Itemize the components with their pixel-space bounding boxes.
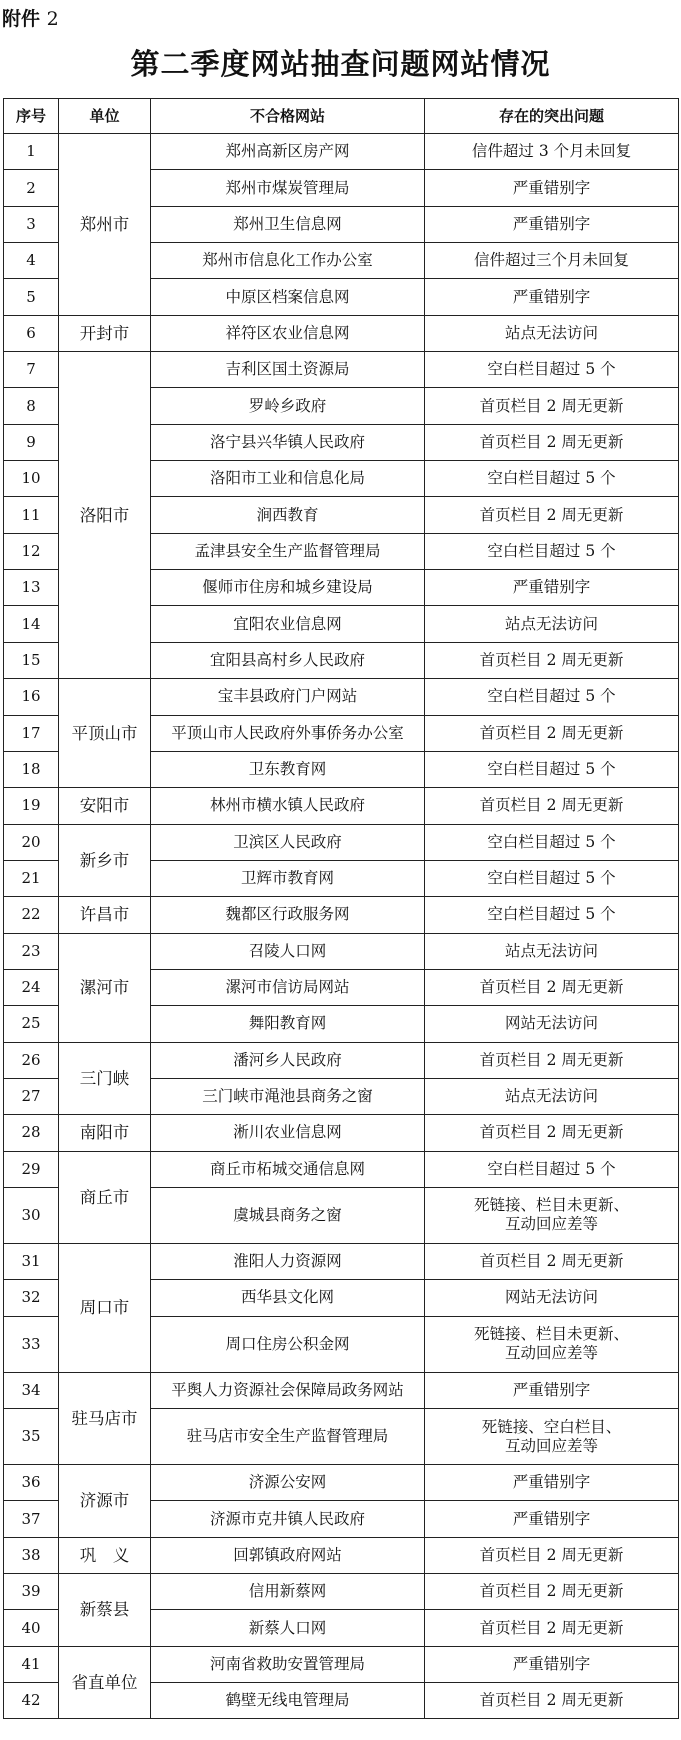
row-seq: 14 — [4, 606, 59, 642]
row-problem: 严重错别字 — [425, 170, 679, 206]
row-site: 孟津县安全生产监督管理局 — [151, 533, 425, 569]
row-problem: 严重错别字 — [425, 1501, 679, 1537]
row-site: 洛阳市工业和信息化局 — [151, 461, 425, 497]
row-problem: 空白栏目超过 5 个 — [425, 824, 679, 860]
row-site: 潘河乡人民政府 — [151, 1042, 425, 1078]
row-problem: 首页栏目 2 周无更新 — [425, 1243, 679, 1279]
row-site: 西华县文化网 — [151, 1280, 425, 1316]
row-seq: 39 — [4, 1574, 59, 1610]
row-problem: 空白栏目超过 5 个 — [425, 1151, 679, 1187]
row-seq: 12 — [4, 533, 59, 569]
table-header-row — [4, 99, 679, 134]
row-site: 魏都区行政服务网 — [151, 897, 425, 933]
row-problem: 首页栏目 2 周无更新 — [425, 1115, 679, 1151]
row-seq: 38 — [4, 1537, 59, 1573]
row-unit: 新乡市 — [59, 824, 151, 897]
row-problem: 死链接、栏目未更新、 互动回应差等 — [425, 1316, 679, 1372]
row-unit: 开封市 — [59, 315, 151, 351]
row-site: 郑州市煤炭管理局 — [151, 170, 425, 206]
row-seq: 8 — [4, 388, 59, 424]
row-unit: 三门峡 — [59, 1042, 151, 1115]
row-site: 驻马店市安全生产监督管理局 — [151, 1409, 425, 1465]
row-problem: 空白栏目超过 5 个 — [425, 860, 679, 896]
row-site: 涧西教育 — [151, 497, 425, 533]
annex-label — [2, 4, 59, 31]
row-site: 三门峡市渑池县商务之窗 — [151, 1078, 425, 1114]
row-seq: 32 — [4, 1280, 59, 1316]
row-site: 中原区档案信息网 — [151, 279, 425, 315]
row-seq: 37 — [4, 1501, 59, 1537]
table-body — [4, 134, 679, 1719]
row-seq: 41 — [4, 1646, 59, 1682]
row-problem: 空白栏目超过 5 个 — [425, 897, 679, 933]
row-seq: 30 — [4, 1187, 59, 1243]
row-problem: 首页栏目 2 周无更新 — [425, 388, 679, 424]
row-site: 卫东教育网 — [151, 751, 425, 787]
row-seq: 22 — [4, 897, 59, 933]
row-seq: 2 — [4, 170, 59, 206]
row-seq: 28 — [4, 1115, 59, 1151]
row-site: 济源市克井镇人民政府 — [151, 1501, 425, 1537]
row-seq: 24 — [4, 969, 59, 1005]
row-problem: 站点无法访问 — [425, 315, 679, 351]
row-site: 回郭镇政府网站 — [151, 1537, 425, 1573]
row-site: 新蔡人口网 — [151, 1610, 425, 1646]
row-problem: 首页栏目 2 周无更新 — [425, 1574, 679, 1610]
row-site: 宜阳县高村乡人民政府 — [151, 642, 425, 678]
row-site: 洛宁县兴华镇人民政府 — [151, 424, 425, 460]
row-unit: 商丘市 — [59, 1151, 151, 1243]
row-problem: 站点无法访问 — [425, 1078, 679, 1114]
table-row — [4, 933, 679, 969]
row-seq: 20 — [4, 824, 59, 860]
row-problem: 死链接、栏目未更新、 互动回应差等 — [425, 1187, 679, 1243]
row-problem: 首页栏目 2 周无更新 — [425, 1042, 679, 1078]
annex-text: 附件 — [2, 8, 41, 30]
row-seq: 15 — [4, 642, 59, 678]
row-seq: 21 — [4, 860, 59, 896]
table-row — [4, 1574, 679, 1610]
row-problem: 空白栏目超过 5 个 — [425, 533, 679, 569]
table-row — [4, 134, 679, 170]
row-site: 漯河市信访局网站 — [151, 969, 425, 1005]
row-unit: 平顶山市 — [59, 679, 151, 788]
table-row — [4, 1537, 679, 1573]
row-problem: 空白栏目超过 5 个 — [425, 679, 679, 715]
row-seq: 42 — [4, 1683, 59, 1719]
row-site: 召陵人口网 — [151, 933, 425, 969]
row-unit: 郑州市 — [59, 134, 151, 316]
row-seq: 40 — [4, 1610, 59, 1646]
table-row — [4, 1115, 679, 1151]
table-row — [4, 1465, 679, 1501]
row-problem: 死链接、空白栏目、 互动回应差等 — [425, 1409, 679, 1465]
row-unit: 漯河市 — [59, 933, 151, 1042]
row-seq: 31 — [4, 1243, 59, 1279]
header-seq: 序号 — [4, 99, 59, 134]
row-unit: 巩 义 — [59, 1537, 151, 1573]
row-site: 宝丰县政府门户网站 — [151, 679, 425, 715]
row-seq: 29 — [4, 1151, 59, 1187]
row-problem: 空白栏目超过 5 个 — [425, 352, 679, 388]
row-unit: 南阳市 — [59, 1115, 151, 1151]
row-site: 商丘市柘城交通信息网 — [151, 1151, 425, 1187]
row-seq: 25 — [4, 1006, 59, 1042]
document-title: 第二季度网站抽查问题网站情况 — [130, 47, 551, 81]
row-problem: 首页栏目 2 周无更新 — [425, 715, 679, 751]
row-problem: 首页栏目 2 周无更新 — [425, 497, 679, 533]
row-site: 郑州卫生信息网 — [151, 206, 425, 242]
row-problem: 首页栏目 2 周无更新 — [425, 642, 679, 678]
row-problem: 首页栏目 2 周无更新 — [425, 969, 679, 1005]
row-problem: 严重错别字 — [425, 279, 679, 315]
row-problem: 严重错别字 — [425, 1646, 679, 1682]
row-seq: 36 — [4, 1465, 59, 1501]
row-site: 淮阳人力资源网 — [151, 1243, 425, 1279]
table-row — [4, 1151, 679, 1187]
row-unit: 驻马店市 — [59, 1372, 151, 1464]
row-site: 偃师市住房和城乡建设局 — [151, 570, 425, 606]
row-problem: 空白栏目超过 5 个 — [425, 461, 679, 497]
row-unit: 许昌市 — [59, 897, 151, 933]
row-site: 舞阳教育网 — [151, 1006, 425, 1042]
row-site: 罗岭乡政府 — [151, 388, 425, 424]
table-row — [4, 1042, 679, 1078]
annex-number: 2 — [46, 8, 59, 30]
row-unit: 洛阳市 — [59, 352, 151, 679]
row-problem: 首页栏目 2 周无更新 — [425, 424, 679, 460]
row-site: 卫滨区人民政府 — [151, 824, 425, 860]
row-seq: 27 — [4, 1078, 59, 1114]
row-seq: 16 — [4, 679, 59, 715]
row-site: 林州市横水镇人民政府 — [151, 788, 425, 824]
row-site: 周口住房公积金网 — [151, 1316, 425, 1372]
row-seq: 9 — [4, 424, 59, 460]
row-site: 虞城县商务之窗 — [151, 1187, 425, 1243]
row-site: 济源公安网 — [151, 1465, 425, 1501]
row-seq: 10 — [4, 461, 59, 497]
row-seq: 23 — [4, 933, 59, 969]
row-seq: 33 — [4, 1316, 59, 1372]
row-site: 宜阳农业信息网 — [151, 606, 425, 642]
row-site: 河南省救助安置管理局 — [151, 1646, 425, 1682]
row-site: 卫辉市教育网 — [151, 860, 425, 896]
row-site: 平顶山市人民政府外事侨务办公室 — [151, 715, 425, 751]
row-seq: 17 — [4, 715, 59, 751]
table-row — [4, 679, 679, 715]
row-seq: 18 — [4, 751, 59, 787]
row-site: 郑州高新区房产网 — [151, 134, 425, 170]
row-site: 吉利区国土资源局 — [151, 352, 425, 388]
row-seq: 3 — [4, 206, 59, 242]
problem-sites-table — [3, 98, 679, 1719]
row-seq: 35 — [4, 1409, 59, 1465]
row-seq: 19 — [4, 788, 59, 824]
row-seq: 5 — [4, 279, 59, 315]
table-row — [4, 824, 679, 860]
table-row — [4, 1243, 679, 1279]
row-problem: 严重错别字 — [425, 1465, 679, 1501]
row-seq: 7 — [4, 352, 59, 388]
row-site: 信用新蔡网 — [151, 1574, 425, 1610]
row-problem: 网站无法访问 — [425, 1006, 679, 1042]
table-row — [4, 315, 679, 351]
row-unit: 周口市 — [59, 1243, 151, 1372]
row-problem: 信件超过 3 个月未回复 — [425, 134, 679, 170]
row-site: 鹤壁无线电管理局 — [151, 1683, 425, 1719]
row-problem: 站点无法访问 — [425, 606, 679, 642]
row-site: 祥符区农业信息网 — [151, 315, 425, 351]
row-seq: 34 — [4, 1372, 59, 1408]
row-problem: 首页栏目 2 周无更新 — [425, 788, 679, 824]
row-seq: 1 — [4, 134, 59, 170]
header-site: 不合格网站 — [151, 99, 425, 134]
row-site: 平舆人力资源社会保障局政务网站 — [151, 1372, 425, 1408]
row-problem: 严重错别字 — [425, 206, 679, 242]
table-row — [4, 897, 679, 933]
row-unit: 济源市 — [59, 1465, 151, 1538]
table-row — [4, 1646, 679, 1682]
row-seq: 6 — [4, 315, 59, 351]
header-unit: 单位 — [59, 99, 151, 134]
row-unit: 新蔡县 — [59, 1574, 151, 1647]
row-problem: 站点无法访问 — [425, 933, 679, 969]
row-problem: 网站无法访问 — [425, 1280, 679, 1316]
row-seq: 26 — [4, 1042, 59, 1078]
row-problem: 首页栏目 2 周无更新 — [425, 1683, 679, 1719]
row-problem: 严重错别字 — [425, 570, 679, 606]
table-row — [4, 788, 679, 824]
row-problem: 严重错别字 — [425, 1372, 679, 1408]
row-problem: 首页栏目 2 周无更新 — [425, 1610, 679, 1646]
row-unit: 安阳市 — [59, 788, 151, 824]
header-problem: 存在的突出问题 — [425, 99, 679, 134]
row-problem: 信件超过三个月未回复 — [425, 243, 679, 279]
table-row — [4, 352, 679, 388]
row-problem: 空白栏目超过 5 个 — [425, 751, 679, 787]
row-unit: 省直单位 — [59, 1646, 151, 1719]
row-seq: 13 — [4, 570, 59, 606]
row-problem: 首页栏目 2 周无更新 — [425, 1537, 679, 1573]
row-site: 淅川农业信息网 — [151, 1115, 425, 1151]
row-seq: 11 — [4, 497, 59, 533]
row-site: 郑州市信息化工作办公室 — [151, 243, 425, 279]
table-row — [4, 1372, 679, 1408]
row-seq: 4 — [4, 243, 59, 279]
